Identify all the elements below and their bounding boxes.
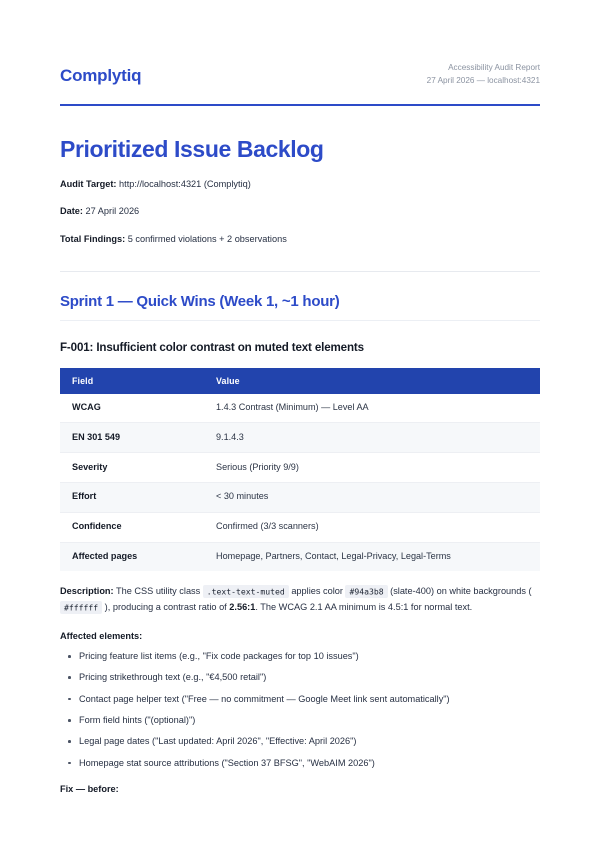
header-report-label: Accessibility Audit Report	[448, 63, 540, 72]
description-contrast-ratio: 2.56:1	[229, 602, 256, 613]
brand-logo: Complytiq	[60, 66, 142, 85]
meta-date	[60, 205, 540, 218]
code-class-name: .text-text-muted	[203, 585, 289, 598]
description-part-2: applies color	[288, 586, 346, 597]
table-cell-value: < 30 minutes	[204, 482, 540, 512]
meta-audit-target-value: http://localhost:4321 (Complytiq)	[116, 179, 251, 189]
meta-date-label: Date:	[60, 206, 83, 217]
meta-total-findings-label: Total Findings:	[60, 233, 126, 244]
document-header	[60, 60, 540, 106]
sprint-underline	[60, 320, 540, 321]
list-item: Form field hints ("(optional)")	[79, 714, 540, 727]
table-row	[60, 453, 540, 483]
meta-audit-target-label: Audit Target:	[60, 179, 117, 189]
list-item: Legal page dates ("Last updated: April 2026", "Effective: April 2026")	[79, 735, 540, 748]
description-part-1: The CSS utility class	[113, 586, 203, 597]
finding-details-table	[60, 368, 540, 572]
table-row	[60, 542, 540, 571]
list-item: Contact page helper text ("Free — no commitment — Google Meet link sent automatically")	[79, 693, 540, 706]
list-item: Pricing strikethrough text (e.g., "€4,500 retail")	[79, 671, 540, 684]
table-cell-value: Serious (Priority 9/9)	[204, 453, 540, 483]
affected-elements-list	[60, 650, 540, 770]
table-cell-field: EN 301 549	[60, 423, 204, 453]
table-row	[60, 394, 540, 423]
table-cell-field: Effort	[60, 482, 204, 512]
table-cell-value: 9.1.4.3	[204, 423, 540, 453]
sprint-heading: Sprint 1 — Quick Wins (Week 1, ~1 hour)	[60, 293, 340, 311]
table-cell-field: Confidence	[60, 512, 204, 542]
meta-audit-target	[60, 178, 540, 191]
header-metadata	[427, 60, 540, 87]
table-col-value: Value	[204, 368, 540, 394]
table-cell-field: Affected pages	[60, 542, 204, 571]
table-row	[60, 423, 540, 453]
table-head	[60, 368, 540, 394]
description-part-4: ), producing a contrast ratio of	[102, 602, 230, 613]
table-cell-value: Homepage, Partners, Contact, Legal-Privacy, Legal-Terms	[204, 542, 540, 571]
list-item: Homepage stat source attributions ("Section 37 BFSG", "WebAIM 2026")	[79, 757, 540, 770]
table-cell-field: WCAG	[60, 394, 204, 423]
table-cell-field: Severity	[60, 453, 204, 483]
section-divider	[60, 271, 540, 272]
code-foreground-color: #94a3b8	[345, 585, 387, 598]
description-part-5: . The WCAG 2.1 AA minimum is 4.5:1 for normal text.	[255, 602, 473, 613]
finding-description	[60, 584, 540, 616]
page-title: Prioritized Issue Backlog	[60, 136, 324, 163]
table-cell-value: 1.4.3 Contrast (Minimum) — Level AA	[204, 394, 540, 423]
table-body	[60, 394, 540, 572]
description-label: Description:	[60, 586, 114, 597]
table-header-row	[60, 368, 540, 394]
list-item: Pricing feature list items (e.g., "Fix code packages for top 10 issues")	[79, 650, 540, 663]
table-row	[60, 482, 540, 512]
finding-heading: F-001: Insufficient color contrast on muted text elements	[60, 341, 364, 355]
description-part-3: (slate-400) on white backgrounds (	[387, 586, 532, 597]
table-col-field: Field	[60, 368, 204, 394]
affected-elements-label: Affected elements:	[60, 631, 143, 642]
meta-total-findings-value: 5 confirmed violations + 2 observations	[125, 233, 287, 244]
table-row	[60, 512, 540, 542]
header-report-subline: 27 April 2026 — localhost:4321	[426, 75, 540, 85]
meta-date-value: 27 April 2026	[82, 206, 140, 217]
table-cell-value: Confirmed (3/3 scanners)	[204, 512, 540, 542]
meta-total-findings	[60, 233, 540, 246]
code-background-color: #ffffff	[60, 601, 102, 614]
fix-before-label: Fix — before:	[60, 783, 119, 794]
